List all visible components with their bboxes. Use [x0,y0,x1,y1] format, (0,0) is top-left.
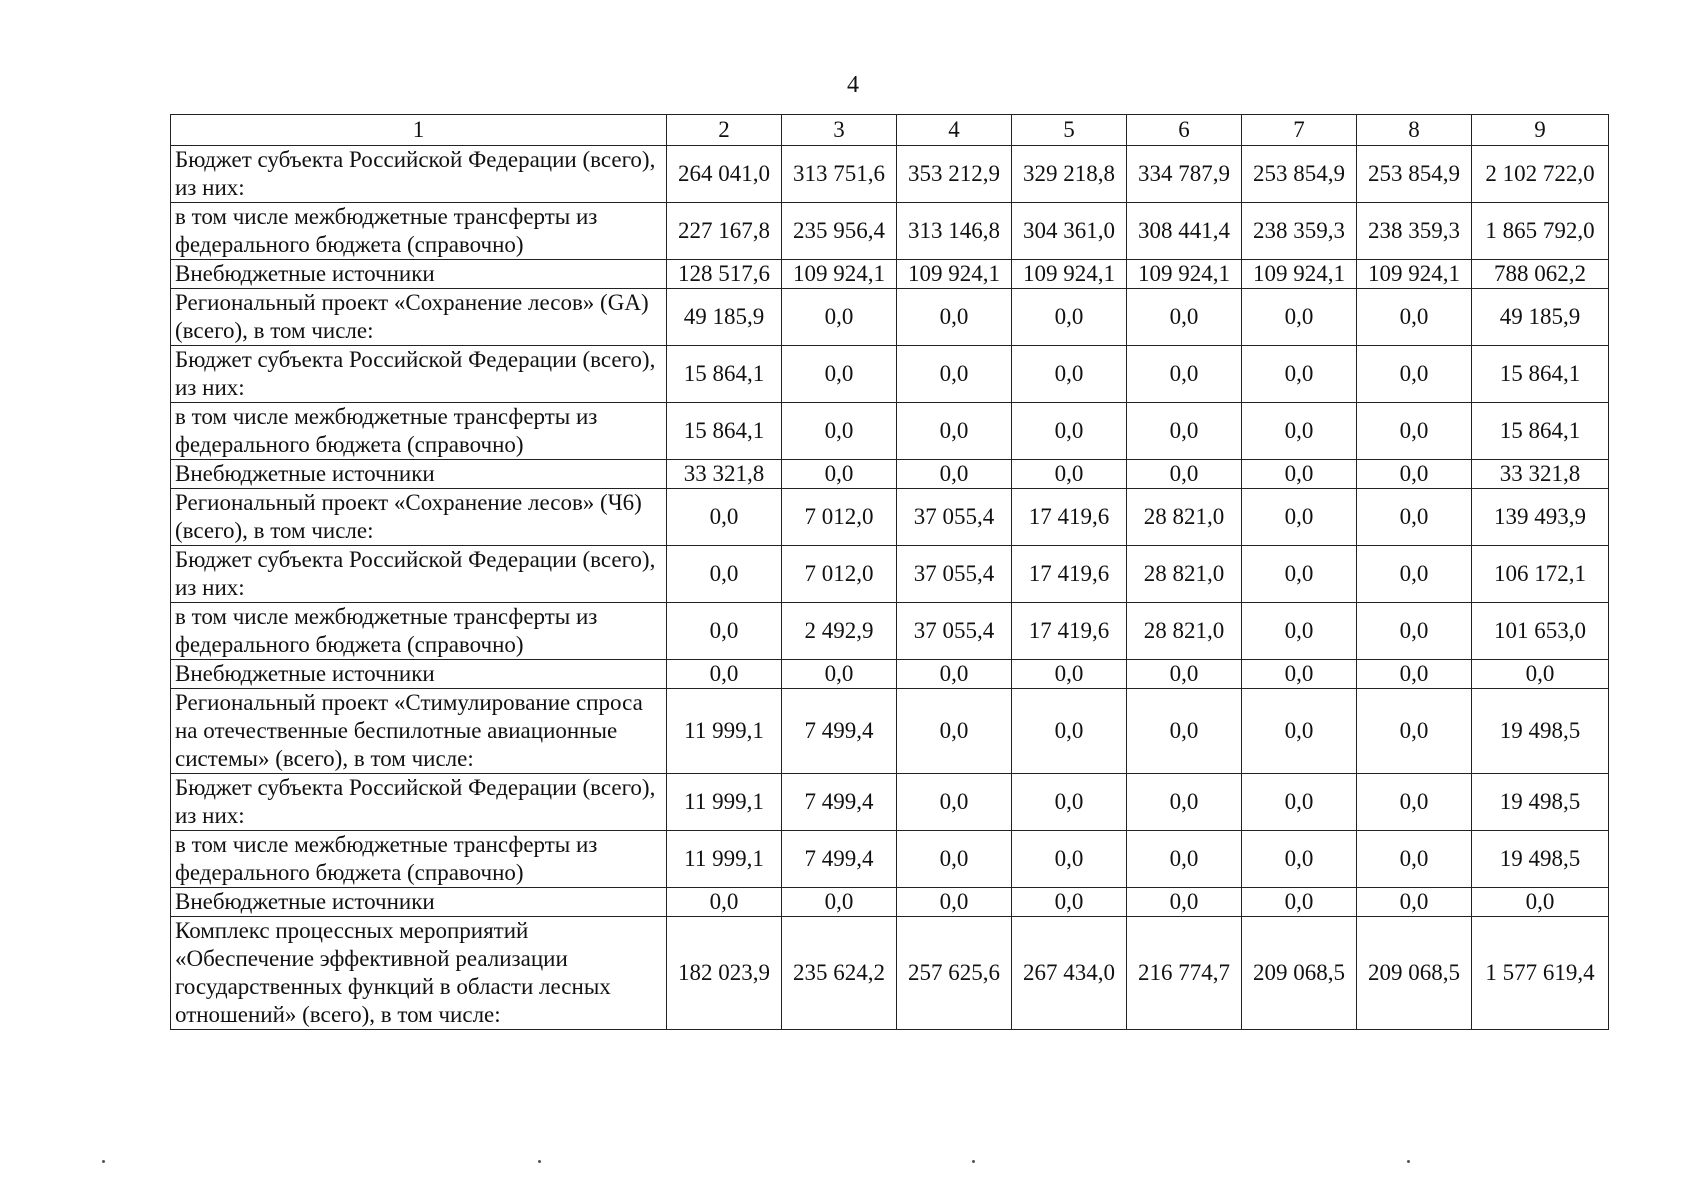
column-header: 5 [1012,115,1127,146]
value-cell: 0,0 [782,289,897,346]
value-cell: 0,0 [1242,403,1357,460]
value-cell: 109 924,1 [1242,260,1357,289]
value-cell: 0,0 [1012,689,1127,774]
value-cell: 33 321,8 [667,460,782,489]
header-row [171,115,1609,146]
value-cell: 0,0 [897,689,1012,774]
value-cell: 7 499,4 [782,689,897,774]
table-row [171,203,1609,260]
value-cell: 216 774,7 [1127,917,1242,1030]
value-cell: 28 821,0 [1127,603,1242,660]
value-cell: 0,0 [1127,888,1242,917]
value-cell: 15 864,1 [667,346,782,403]
value-cell: 0,0 [1242,289,1357,346]
value-cell: 0,0 [1472,660,1609,689]
table-row [171,546,1609,603]
value-cell: 227 167,8 [667,203,782,260]
value-cell: 235 624,2 [782,917,897,1030]
value-cell: 28 821,0 [1127,489,1242,546]
column-header: 4 [897,115,1012,146]
column-header: 3 [782,115,897,146]
value-cell: 308 441,4 [1127,203,1242,260]
value-cell: 37 055,4 [897,603,1012,660]
table-row [171,774,1609,831]
table-row [171,489,1609,546]
row-label: Региональный проект «Стимулирование спроса на отечественные беспилотные авиационные системы» (всего), в том числе: [171,689,667,774]
table-row [171,603,1609,660]
row-label: Комплекс процессных мероприятий «Обеспечение эффективной реализации государственных функций в области лесных отношений» (всего), в том числе: [171,917,667,1030]
value-cell: 19 498,5 [1472,689,1609,774]
value-cell: 0,0 [1012,660,1127,689]
scan-dot [1407,1160,1410,1163]
value-cell: 0,0 [1357,289,1472,346]
value-cell: 0,0 [1242,603,1357,660]
value-cell: 11 999,1 [667,774,782,831]
value-cell: 33 321,8 [1472,460,1609,489]
value-cell: 788 062,2 [1472,260,1609,289]
row-label: Внебюджетные источники [171,260,667,289]
value-cell: 109 924,1 [897,260,1012,289]
value-cell: 0,0 [782,460,897,489]
value-cell: 11 999,1 [667,831,782,888]
value-cell: 0,0 [1357,489,1472,546]
value-cell: 37 055,4 [897,546,1012,603]
value-cell: 11 999,1 [667,689,782,774]
value-cell: 267 434,0 [1012,917,1127,1030]
value-cell: 1 577 619,4 [1472,917,1609,1030]
value-cell: 209 068,5 [1242,917,1357,1030]
value-cell: 0,0 [1127,774,1242,831]
value-cell: 0,0 [897,888,1012,917]
value-cell: 106 172,1 [1472,546,1609,603]
value-cell: 0,0 [667,603,782,660]
value-cell: 0,0 [782,346,897,403]
value-cell: 128 517,6 [667,260,782,289]
value-cell: 0,0 [1127,289,1242,346]
column-header: 8 [1357,115,1472,146]
value-cell: 15 864,1 [1472,403,1609,460]
value-cell: 0,0 [1127,660,1242,689]
value-cell: 0,0 [667,546,782,603]
table-row [171,888,1609,917]
value-cell: 353 212,9 [897,146,1012,203]
row-label: Бюджет субъекта Российской Федерации (всего), из них: [171,774,667,831]
value-cell: 0,0 [1012,831,1127,888]
value-cell: 1 865 792,0 [1472,203,1609,260]
value-cell: 0,0 [1127,831,1242,888]
row-label: в том числе межбюджетные трансферты из федерального бюджета (справочно) [171,831,667,888]
value-cell: 329 218,8 [1012,146,1127,203]
table-row [171,260,1609,289]
value-cell: 0,0 [667,489,782,546]
value-cell: 15 864,1 [1472,346,1609,403]
table-row [171,660,1609,689]
value-cell: 182 023,9 [667,917,782,1030]
column-header: 9 [1472,115,1609,146]
value-cell: 0,0 [782,660,897,689]
value-cell: 0,0 [1357,831,1472,888]
scan-dot [102,1160,105,1163]
value-cell: 49 185,9 [1472,289,1609,346]
scan-dot [538,1160,541,1163]
row-label: Региональный проект «Сохранение лесов» (GA) (всего), в том числе: [171,289,667,346]
row-label: в том числе межбюджетные трансферты из федерального бюджета (справочно) [171,603,667,660]
column-header: 2 [667,115,782,146]
value-cell: 0,0 [1127,460,1242,489]
value-cell: 0,0 [1127,689,1242,774]
row-label: Бюджет субъекта Российской Федерации (всего), из них: [171,146,667,203]
row-label: Внебюджетные источники [171,888,667,917]
row-label: в том числе межбюджетные трансферты из федерального бюджета (справочно) [171,203,667,260]
value-cell: 253 854,9 [1357,146,1472,203]
value-cell: 109 924,1 [782,260,897,289]
value-cell: 109 924,1 [1127,260,1242,289]
value-cell: 0,0 [897,831,1012,888]
value-cell: 0,0 [1012,403,1127,460]
value-cell: 0,0 [1242,489,1357,546]
value-cell: 0,0 [1357,603,1472,660]
value-cell: 19 498,5 [1472,774,1609,831]
value-cell: 2 492,9 [782,603,897,660]
value-cell: 0,0 [1357,403,1472,460]
value-cell: 0,0 [1357,346,1472,403]
value-cell: 238 359,3 [1242,203,1357,260]
value-cell: 0,0 [1127,403,1242,460]
table-row [171,460,1609,489]
column-header: 6 [1127,115,1242,146]
table-row [171,146,1609,203]
value-cell: 0,0 [1357,689,1472,774]
value-cell: 7 499,4 [782,774,897,831]
value-cell: 209 068,5 [1357,917,1472,1030]
value-cell: 0,0 [1242,689,1357,774]
row-label: в том числе межбюджетные трансферты из федерального бюджета (справочно) [171,403,667,460]
table-row [171,689,1609,774]
value-cell: 17 419,6 [1012,546,1127,603]
row-label: Бюджет субъекта Российской Федерации (всего), из них: [171,546,667,603]
value-cell: 235 956,4 [782,203,897,260]
value-cell: 0,0 [1012,346,1127,403]
value-cell: 0,0 [897,460,1012,489]
table-row [171,917,1609,1030]
value-cell: 0,0 [1357,888,1472,917]
scan-dot [972,1160,975,1163]
value-cell: 253 854,9 [1242,146,1357,203]
column-header: 1 [171,115,667,146]
table-body [171,146,1609,1030]
value-cell: 0,0 [1357,660,1472,689]
row-label: Бюджет субъекта Российской Федерации (всего), из них: [171,346,667,403]
value-cell: 0,0 [1127,346,1242,403]
table-row [171,289,1609,346]
value-cell: 0,0 [1242,546,1357,603]
value-cell: 0,0 [1242,660,1357,689]
value-cell: 304 361,0 [1012,203,1127,260]
value-cell: 0,0 [897,403,1012,460]
value-cell: 0,0 [1242,346,1357,403]
value-cell: 17 419,6 [1012,603,1127,660]
value-cell: 0,0 [1012,460,1127,489]
value-cell: 0,0 [1357,774,1472,831]
row-label: Внебюджетные источники [171,660,667,689]
value-cell: 139 493,9 [1472,489,1609,546]
value-cell: 0,0 [782,888,897,917]
value-cell: 0,0 [782,403,897,460]
value-cell: 0,0 [897,289,1012,346]
value-cell: 2 102 722,0 [1472,146,1609,203]
value-cell: 0,0 [1242,460,1357,489]
value-cell: 109 924,1 [1357,260,1472,289]
row-label: Внебюджетные источники [171,460,667,489]
value-cell: 257 625,6 [897,917,1012,1030]
value-cell: 109 924,1 [1012,260,1127,289]
page-number: 4 [847,72,859,98]
value-cell: 264 041,0 [667,146,782,203]
value-cell: 0,0 [1357,460,1472,489]
value-cell: 15 864,1 [667,403,782,460]
value-cell: 0,0 [1242,831,1357,888]
value-cell: 19 498,5 [1472,831,1609,888]
value-cell: 334 787,9 [1127,146,1242,203]
value-cell: 238 359,3 [1357,203,1472,260]
value-cell: 0,0 [1242,888,1357,917]
budget-table [170,114,1609,1030]
value-cell: 101 653,0 [1472,603,1609,660]
value-cell: 0,0 [667,660,782,689]
value-cell: 0,0 [667,888,782,917]
column-header: 7 [1242,115,1357,146]
value-cell: 7 499,4 [782,831,897,888]
value-cell: 0,0 [1472,888,1609,917]
value-cell: 313 146,8 [897,203,1012,260]
value-cell: 313 751,6 [782,146,897,203]
value-cell: 37 055,4 [897,489,1012,546]
value-cell: 0,0 [1012,774,1127,831]
value-cell: 0,0 [1012,888,1127,917]
table-row [171,403,1609,460]
value-cell: 7 012,0 [782,546,897,603]
value-cell: 0,0 [897,774,1012,831]
value-cell: 17 419,6 [1012,489,1127,546]
value-cell: 28 821,0 [1127,546,1242,603]
value-cell: 7 012,0 [782,489,897,546]
value-cell: 0,0 [1242,774,1357,831]
value-cell: 0,0 [1357,546,1472,603]
table-row [171,346,1609,403]
value-cell: 0,0 [897,660,1012,689]
value-cell: 49 185,9 [667,289,782,346]
table-row [171,831,1609,888]
row-label: Региональный проект «Сохранение лесов» (Ч6) (всего), в том числе: [171,489,667,546]
value-cell: 0,0 [897,346,1012,403]
value-cell: 0,0 [1012,289,1127,346]
